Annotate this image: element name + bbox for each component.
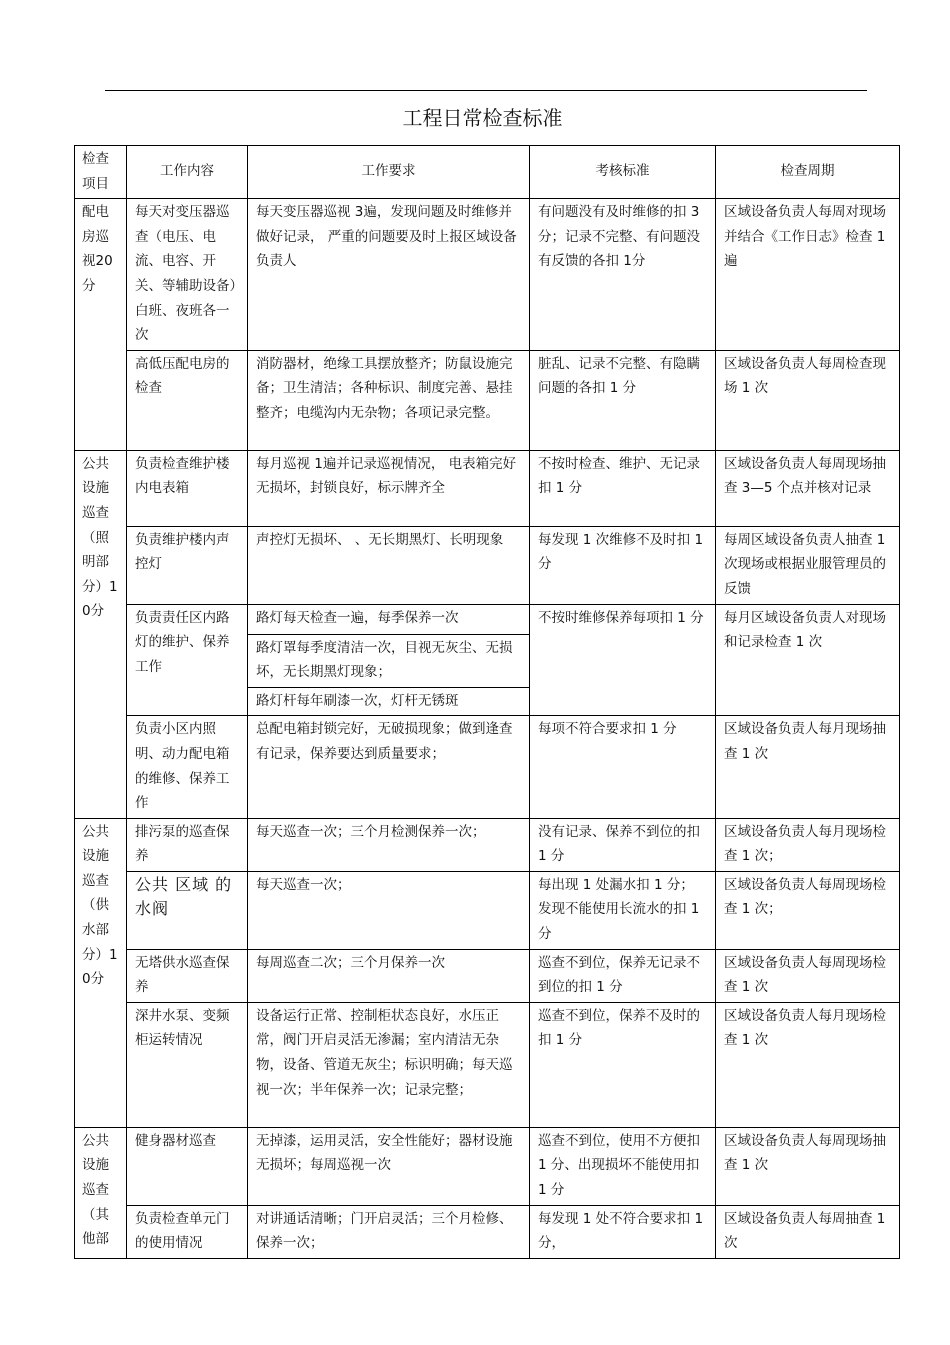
assessment-standard-cell: 没有记录、保养不到位的扣 1 分	[530, 818, 716, 871]
work-requirement-cell: 每天变压器巡视 3遍，发现问题及时维修并做好记录， 严重的问题要及时上报区域设备负责人	[248, 199, 530, 351]
table-row	[75, 1002, 900, 1127]
table-row	[75, 949, 900, 1002]
top-rule	[105, 90, 867, 91]
work-requirement-cell: 消防器材，绝缘工具摆放整齐；防鼠设施完备；卫生清洁；各种标识、制度完善、悬挂整齐；电缆沟内无杂物；各项记录完整。	[248, 350, 530, 450]
table-row	[75, 526, 900, 604]
work-requirement-cell: 每天巡查一次；	[248, 871, 530, 949]
header-period: 检查周期	[716, 146, 900, 199]
table-row	[75, 1127, 900, 1205]
work-requirement-cell: 路灯杆每年刷漆一次，灯杆无锈斑	[248, 687, 530, 716]
work-content-cell: 负责责任区内路灯的维护、保养工作	[127, 604, 248, 716]
work-content-cell: 负责检查单元门的使用情况	[127, 1205, 248, 1258]
work-content-cell: 负责检查维护楼内电表箱	[127, 450, 248, 526]
header-requirement: 工作要求	[248, 146, 530, 199]
table-row	[75, 450, 900, 526]
work-content-cell: 高低压配电房的检查	[127, 350, 248, 450]
assessment-standard-cell: 不按时维修保养每项扣 1 分	[530, 604, 716, 716]
inspection-period-cell: 区域设备负责人每周抽查 1 次	[716, 1205, 900, 1258]
assessment-standard-cell: 每发现 1 处不符合要求扣 1 分，	[530, 1205, 716, 1258]
header-content: 工作内容	[127, 146, 248, 199]
table-row	[75, 1205, 900, 1258]
assessment-standard-cell: 每项不符合要求扣 1 分	[530, 716, 716, 818]
work-content-cell: 负责维护楼内声控灯	[127, 526, 248, 604]
table-row	[75, 716, 900, 818]
section-item: 公共设施巡查（其他部	[75, 1127, 127, 1258]
table-row	[75, 350, 900, 450]
work-requirement-cell: 对讲通话清晰；门开启灵活；三个月检修、保养一次；	[248, 1205, 530, 1258]
inspection-period-cell: 区域设备负责人每月现场检查 1 次；	[716, 818, 900, 871]
header-standard: 考核标准	[530, 146, 716, 199]
assessment-standard-cell: 脏乱、记录不完整、有隐瞒问题的各扣 1 分	[530, 350, 716, 450]
inspection-standard-table	[74, 145, 900, 1259]
work-content-cell: 健身器材巡查	[127, 1127, 248, 1205]
work-content-cell: 负责小区内照明、动力配电箱的维修、保养工作	[127, 716, 248, 818]
table-row	[75, 604, 900, 634]
assessment-standard-cell: 巡查不到位，保养不及时的扣 1 分	[530, 1002, 716, 1127]
table-header-row	[75, 146, 900, 199]
inspection-period-cell: 区域设备负责人每月现场抽查 1 次	[716, 716, 900, 818]
table-row	[75, 199, 900, 351]
assessment-standard-cell: 巡查不到位，使用不方便扣 1 分、出现损坏不能使用扣 1 分	[530, 1127, 716, 1205]
assessment-standard-cell: 有问题没有及时维修的扣 3 分；记录不完整、有问题没有反馈的各扣 1分	[530, 199, 716, 351]
inspection-period-cell: 每周区域设备负责人抽查 1 次现场或根据业服管理员的反馈	[716, 526, 900, 604]
work-requirement-cell: 每天巡查一次；三个月检测保养一次；	[248, 818, 530, 871]
section-item: 公共设施巡查（供水部分）10分	[75, 818, 127, 1127]
inspection-period-cell: 区域设备负责人每月现场检查 1 次	[716, 1002, 900, 1127]
table-row	[75, 818, 900, 871]
assessment-standard-cell: 巡查不到位，保养无记录不到位的扣 1 分	[530, 949, 716, 1002]
inspection-period-cell: 区域设备负责人每周现场检查 1 次	[716, 949, 900, 1002]
work-requirement-cell: 设备运行正常、控制柜状态良好，水压正常，阀门开启灵活无渗漏；室内清洁无杂物，设备、管道无灰尘；标识明确；每天巡视一次；半年保养一次；记录完整；	[248, 1002, 530, 1127]
assessment-standard-cell: 每出现 1 处漏水扣 1 分；发现不能使用长流水的扣 1 分	[530, 871, 716, 949]
work-requirement-cell: 路灯每天检查一遍，每季保养一次	[248, 604, 530, 634]
inspection-period-cell: 区域设备负责人每周现场抽查 1 次	[716, 1127, 900, 1205]
work-content-cell: 排污泵的巡查保养	[127, 818, 248, 871]
table-row	[75, 871, 900, 949]
work-requirement-cell: 总配电箱封锁完好，无破损现象；做到逢查有记录，保养要达到质量要求；	[248, 716, 530, 818]
header-item: 检查项目	[75, 146, 127, 199]
work-content-cell: 公共 区域 的水阀	[127, 871, 248, 949]
assessment-standard-cell: 每发现 1 次维修不及时扣 1 分	[530, 526, 716, 604]
work-requirement-cell: 路灯罩每季度清洁一次，目视无灰尘、无损坏，无长期黑灯现象；	[248, 634, 530, 687]
inspection-period-cell: 区域设备负责人每周检查现场 1 次	[716, 350, 900, 450]
inspection-period-cell: 区域设备负责人每周现场抽查 3—5 个点并核对记录	[716, 450, 900, 526]
work-requirement-cell: 声控灯无损坏、 、无长期黑灯、长明现象	[248, 526, 530, 604]
work-content-cell: 深井水泵、变频柜运转情况	[127, 1002, 248, 1127]
work-content-cell: 无塔供水巡查保养	[127, 949, 248, 1002]
work-requirement-cell: 每周巡查二次；三个月保养一次	[248, 949, 530, 1002]
page-title: 工程日常检查标准	[402, 106, 563, 130]
section-item: 公共设施巡查（照明部分）10分	[75, 450, 127, 818]
work-requirement-cell: 每月巡视 1遍并记录巡视情况， 电表箱完好无损坏，封锁良好，标示牌齐全	[248, 450, 530, 526]
work-requirement-cell: 无掉漆，运用灵活，安全性能好；器材设施无损坏；每周巡视一次	[248, 1127, 530, 1205]
assessment-standard-cell: 不按时检查、维护、无记录扣 1 分	[530, 450, 716, 526]
inspection-period-cell: 每月区域设备负责人对现场和记录检查 1 次	[716, 604, 900, 716]
work-content-cell: 每天对变压器巡查（电压、电流、电容、开关、等辅助设备）白班、夜班各一次	[127, 199, 248, 351]
section-item: 配电房巡视20分	[75, 199, 127, 451]
inspection-period-cell: 区域设备负责人每周现场检查 1 次；	[716, 871, 900, 949]
inspection-period-cell: 区域设备负责人每周对现场并结合《工作日志》检查 1遍	[716, 199, 900, 351]
